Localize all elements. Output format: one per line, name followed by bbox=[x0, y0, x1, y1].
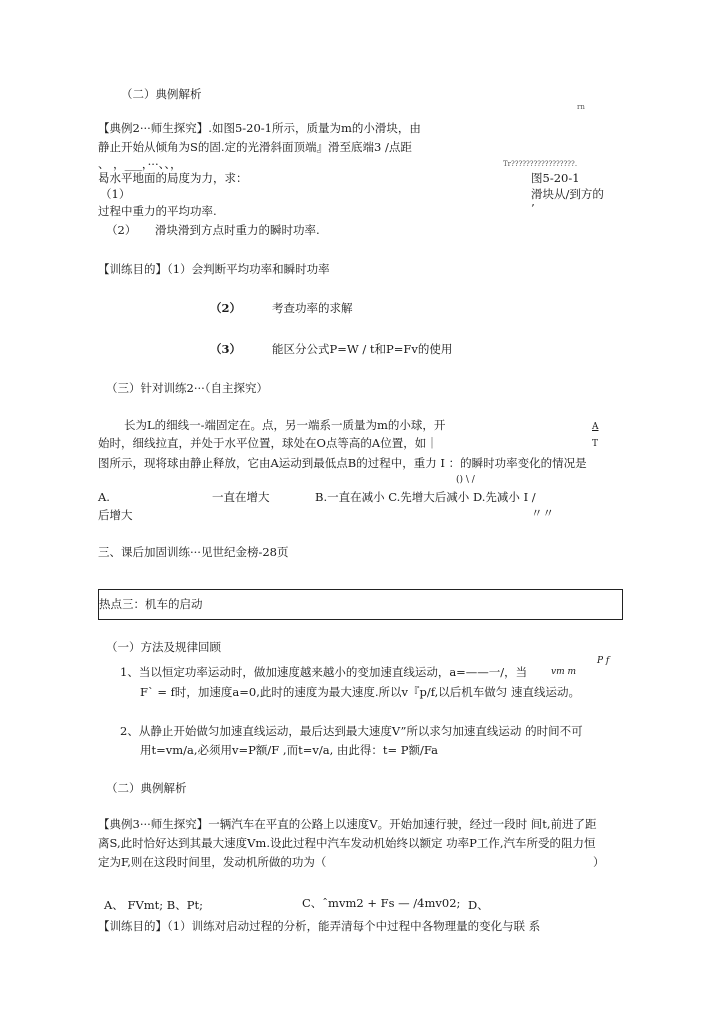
option-a-letter: A. bbox=[98, 490, 110, 504]
hotspot-title: 热点三：机车的启动 bbox=[99, 597, 203, 611]
training-goal-label: 【训练目的】（1）会判断平均功率和瞬时功率 bbox=[98, 262, 330, 276]
section-heading-examples-2: （二）典例解析 bbox=[106, 781, 187, 795]
method-heading: （一）方法及规律回顾 bbox=[106, 640, 221, 654]
drill-line3: 图所示，现将球由静止释放，它由A运动到最低点B的过程中，重力 I ：的瞬时功率变化的情况是 bbox=[98, 456, 587, 470]
option-d-marks: 〃〃 bbox=[531, 506, 554, 520]
figure-caption: 图5-20-1 bbox=[531, 171, 580, 185]
example2-line2: 静止开始从倾角为S的固.定的光滑斜面顶端』滑至底端3 /点距 bbox=[98, 140, 412, 154]
example3-option-c: C、ˆmvm2 + Fs — /4mv02; bbox=[302, 896, 461, 910]
corner-mark: rn bbox=[577, 103, 585, 111]
figure-label-t: T bbox=[592, 439, 599, 449]
section3-heading: 三、课后加固训练···见世纪金榜-28页 bbox=[98, 545, 289, 559]
figure-scribble: Tr?????????????????. bbox=[503, 160, 578, 168]
method-item1: 1、当以恒定功率运动时，做加速度越来越小的变加速直线运动，a=——一/，当 bbox=[120, 665, 528, 679]
figure-side-mark: ’ bbox=[531, 201, 535, 215]
training-goal-3-text: 能区分公式P=W / t和P=Fv的使用 bbox=[272, 342, 453, 356]
figure-side-text: 滑块从/到方的 bbox=[531, 187, 604, 201]
example3-line3: 定为F,则在这段时间里，发动机所做的功为（ bbox=[98, 855, 327, 869]
drill-line4: () \ / bbox=[456, 475, 475, 485]
example2-line4: 曷水平地面的局度为力，求： bbox=[98, 171, 248, 185]
drill-line1: 长为L的细线一-端固定在。点，另一端系一质量为m的小球，开 bbox=[124, 418, 446, 432]
figure-label-a: A bbox=[592, 422, 599, 432]
question2-text: 滑块滑到方点时重力的瞬时功率. bbox=[155, 223, 320, 237]
hotspot-box bbox=[98, 589, 623, 620]
method-item1-continued: F` = f时，加速度a=0,此时的速度为最大速度.所以v『p/f,以后机车做匀 速直线运动。 bbox=[140, 685, 580, 699]
question1-number: （1） bbox=[100, 187, 131, 201]
option-d-continued: 后增大 bbox=[98, 508, 133, 522]
training-goal-2-number: （2） bbox=[210, 301, 242, 315]
method-item2-continued: 用t=vm/a,必须用v=P额/F ,而t=v/a, 由此得：t= P额/Fa bbox=[140, 743, 438, 757]
example3-line2: 离S,此时恰好达到其最大速度Vm.设此过程中汽车发动机始终以额定 功率P工作,汽车所受的阻力恒 bbox=[98, 836, 596, 850]
example2-line3: 、 ，___，···、、， bbox=[98, 157, 182, 171]
example2-line1: 【典例2···师生探究】.如图5-20-1所示，质量为m的小滑块，由 bbox=[98, 121, 421, 135]
drill-heading: （三）针对训练2···（自主探究） bbox=[106, 381, 269, 395]
option-a-text: 一直在增大 bbox=[212, 490, 270, 504]
question1-text: 过程中重力的平均功率. bbox=[98, 204, 217, 218]
method-item2: 2、从静止开始做匀加速直线运动，最后达到最大速度V”所以求匀加速直线运动 的时间不可 bbox=[120, 724, 583, 738]
formula-pf: P f bbox=[597, 656, 610, 666]
example3-options-ab: A、 FVmt; B、Pt; bbox=[104, 898, 203, 912]
options-bcd: B.一直在减小 C.先增大后减小 D.先减小 I / bbox=[315, 490, 536, 504]
example3-line1: 【典例3···师生探究】一辆汽车在平直的公路上以速度V。开始加速行驶，经过一段时 间t,前进了距 bbox=[98, 817, 597, 831]
training-goal3-label: 【训练目的】（1）训练对启动过程的分析，能弄清每个中过程中各物理量的变化与联 系 bbox=[98, 919, 541, 933]
drill-line2: 始时，细线拉直，并处于水平位置，球处在O点等高的A位置，如｜ bbox=[98, 436, 438, 450]
question2-number: （2） bbox=[106, 223, 137, 237]
section-heading-examples: （二）典例解析 bbox=[121, 87, 202, 101]
formula-vm: vm m bbox=[551, 667, 577, 677]
training-goal-3-number: （3） bbox=[210, 342, 242, 356]
training-goal-2-text: 考查功率的求解 bbox=[272, 301, 353, 315]
example3-paren: ） bbox=[593, 855, 605, 869]
example3-option-d: D、 bbox=[468, 898, 489, 912]
